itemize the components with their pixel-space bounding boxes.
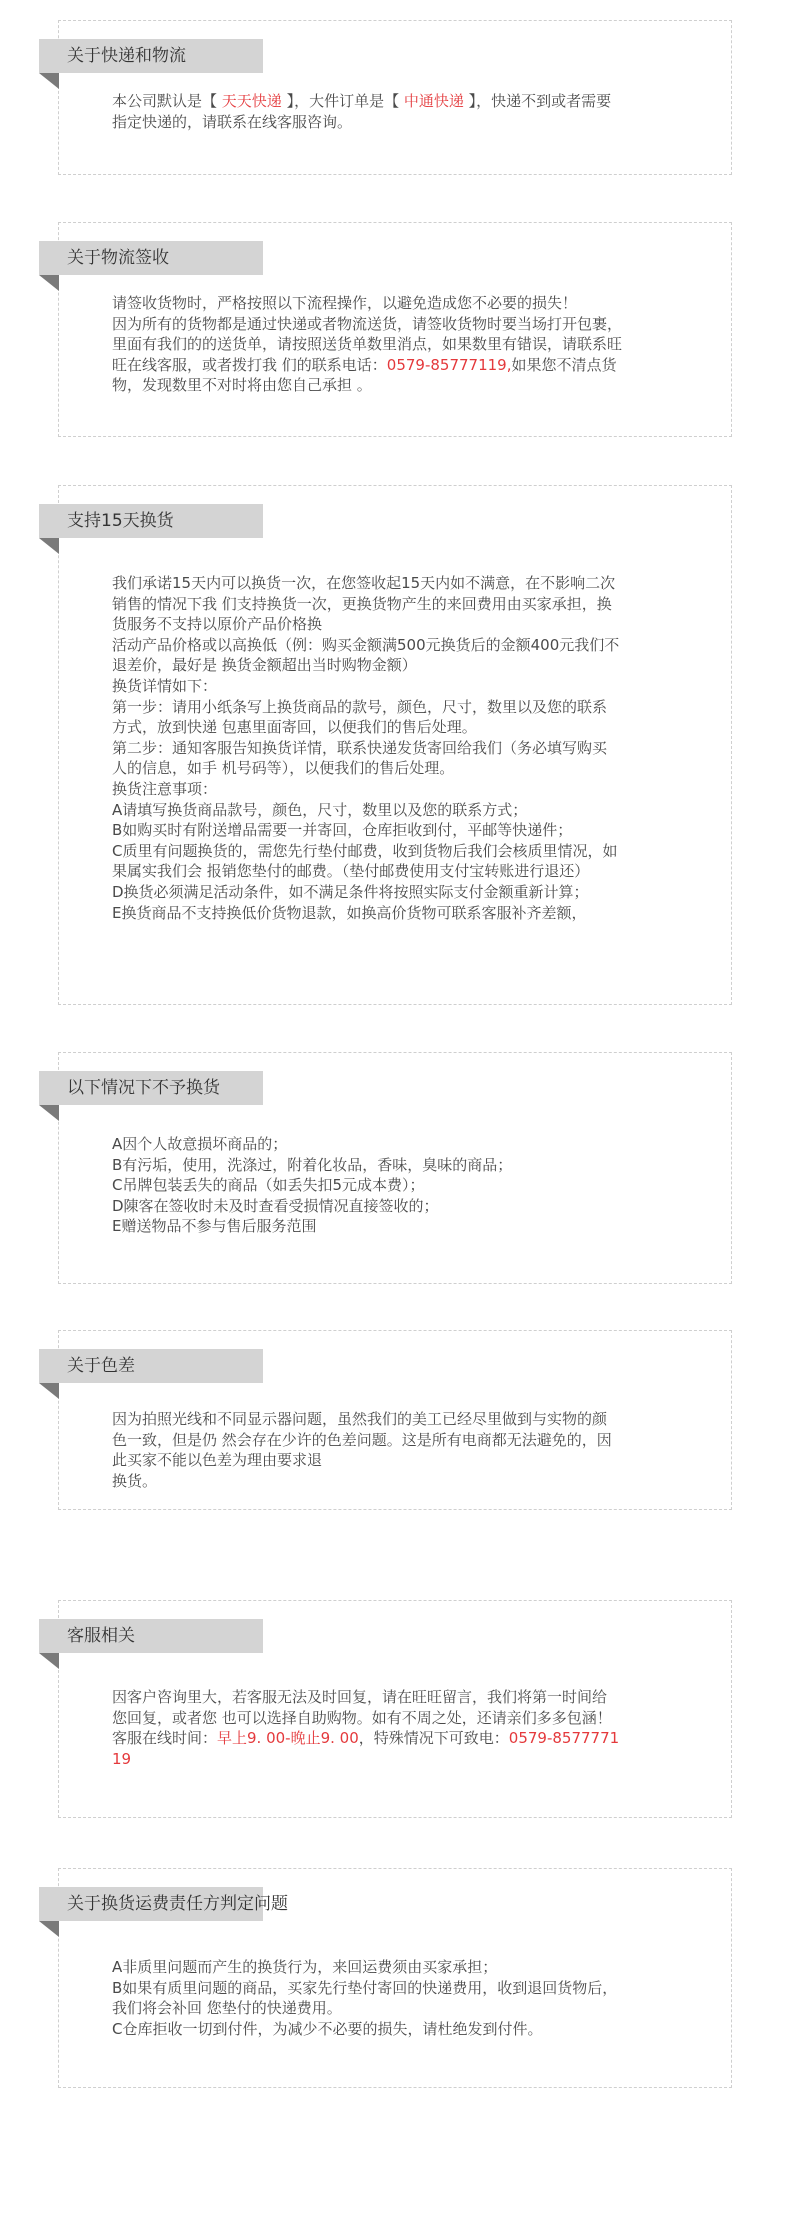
- text-line: [112, 676, 683, 697]
- text-run: ，特殊情况下可致电：: [358, 1729, 509, 1748]
- text-run: 换货注意事项：: [112, 779, 218, 798]
- text-line: [112, 779, 683, 800]
- text-line: [112, 1450, 683, 1471]
- text-line: [112, 697, 683, 718]
- text-line: [112, 903, 683, 924]
- section-title: 支持15天换货: [39, 504, 263, 538]
- text-run: 里面有我们的的送货单，请按照送货单数里消点，如果数里有错误，请联系旺: [112, 335, 623, 354]
- text-run: 此买家不能以色差为理由要求退: [112, 1451, 323, 1470]
- text-line: [112, 314, 683, 335]
- text-run: 因为所有的货物都是通过快递或者物流送货，请签收货物时要当场打开包裹，: [112, 314, 623, 333]
- text-line: [112, 375, 683, 396]
- text-run: 指定快递的，请联系在线客服咨询。: [112, 112, 353, 131]
- highlight-text: 天天快递: [221, 92, 282, 110]
- text-line: [112, 717, 683, 738]
- text-line: [112, 355, 683, 376]
- text-run: E换货商品不支持换低价货物退款，如换高价货物可联系客服补齐差额，: [112, 903, 587, 922]
- section-title: 客服相关: [39, 1619, 263, 1653]
- text-line: [112, 861, 683, 882]
- text-run: A因个人故意损坏商品的；: [112, 1135, 288, 1153]
- highlight-text: 0579-85777119,: [386, 355, 512, 374]
- section-body: [112, 1687, 683, 1769]
- text-run: 退差价，最好是 换货金额超出当时购物金额）: [112, 656, 417, 675]
- text-run: C仓库拒收一切到付件，为减少不必要的损失，请杜绝发到付件。: [112, 2019, 543, 2038]
- highlight-text: 早上9. 00-晚止9. 00: [217, 1729, 359, 1748]
- section-body: [112, 573, 683, 923]
- section-body: [112, 91, 683, 132]
- section-title: 以下情况下不予换货: [39, 1071, 263, 1105]
- text-run: E赠送物品不参与售后服务范围: [112, 1217, 317, 1236]
- text-line: [112, 1687, 683, 1708]
- text-line: [112, 1978, 683, 1999]
- highlight-text: 0579-8577771: [508, 1729, 620, 1748]
- text-run: 我们承诺15天内可以换货一次，在您签收起15天内如不满意，在不影响二次: [112, 574, 616, 592]
- text-run: 我们将会补回 您垫付的快递费用。: [112, 1999, 342, 2018]
- section-body: [112, 1957, 683, 2039]
- text-line: [112, 1409, 683, 1430]
- text-line: [112, 1430, 683, 1451]
- text-run: 货服务不支持以原价产品价格换: [112, 615, 323, 634]
- text-line: [112, 800, 683, 821]
- section-delivery-signing: [58, 222, 732, 437]
- text-line: [112, 820, 683, 841]
- text-run: 销售的情况下我 们支持换货一次，更换货物产生的来回费用由买家承担，换: [112, 594, 612, 613]
- text-line: [112, 1134, 683, 1155]
- text-line: [112, 841, 683, 862]
- section-body: [112, 1134, 683, 1237]
- text-line: [112, 1175, 683, 1196]
- text-run: 本公司默认是【: [112, 92, 222, 110]
- text-line: [112, 293, 683, 314]
- text-run: 】，快递不到或者需要: [463, 92, 612, 110]
- text-line: [112, 655, 683, 676]
- section-title: 关于色差: [39, 1349, 263, 1383]
- text-line: [112, 1216, 683, 1237]
- text-run: 因客户咨询里大，若客服无法及时回复，请在旺旺留言，我们将第一时间给: [112, 1688, 608, 1706]
- text-line: [112, 614, 683, 635]
- text-line: [112, 1708, 683, 1729]
- text-line: [112, 2019, 683, 2040]
- text-run: 果属实我们会 报销您垫付的邮费。（垫付邮费使用支付宝转账进行退还）: [112, 862, 590, 881]
- text-line: [112, 758, 683, 779]
- highlight-text: 19: [112, 1749, 132, 1768]
- text-line: [112, 1998, 683, 2019]
- text-run: 旺在线客服，或者拨打我 们的联系电话：: [112, 355, 387, 374]
- text-run: 因为拍照光线和不同显示器问题，虽然我们的美工已经尽里做到与实物的颜: [112, 1410, 608, 1428]
- text-run: 色一致，但是仍 然会存在少许的色差问题。这是所有电商都无法避免的，因: [112, 1430, 612, 1449]
- text-run: D换货必须满足活动条件，如不满足条件将按照实际支付金额重新计算；: [112, 882, 589, 901]
- text-line: [112, 1471, 683, 1492]
- text-run: B如果有质里问题的商品，买家先行垫付寄回的快递费用，收到退回货物后，: [112, 1978, 618, 1997]
- text-run: B有污垢，使用，洗涤过，附着化妆品，香味，臭味的商品；: [112, 1155, 513, 1174]
- text-run: A请填写换货商品款号，颜色，尺寸，数里以及您的联系方式；: [112, 800, 528, 819]
- text-run: 您回复，或者您 也可以选择自助购物。如有不周之处，还请亲们多多包涵！: [112, 1708, 612, 1727]
- highlight-text: 中通快递: [403, 92, 464, 110]
- text-run: 第二步：通知客服告知换货详情，联系快递发货寄回给我们（务必填写购买: [112, 738, 608, 757]
- text-line: [112, 882, 683, 903]
- text-line: [112, 1196, 683, 1217]
- text-line: [112, 112, 683, 133]
- text-line: [112, 1749, 683, 1770]
- text-run: 】，大件订单是【: [281, 92, 404, 110]
- section-customer-service: [58, 1600, 732, 1818]
- text-run: 换货详情如下：: [112, 676, 218, 695]
- section-body: [112, 1409, 683, 1491]
- text-run: 如果您不清点货: [511, 355, 617, 374]
- text-run: C吊牌包装丢失的商品（如丢失扣5元成本费）；: [112, 1176, 425, 1195]
- text-run: 客服在线时间：: [112, 1729, 218, 1748]
- text-run: 请签收货物时，严格按照以下流程操作，以避免造成您不必要的损失！: [112, 294, 578, 312]
- text-line: [112, 1155, 683, 1176]
- text-line: [112, 738, 683, 759]
- section-shipping-logistics: [58, 20, 732, 175]
- text-run: 第一步：请用小纸条写上换货商品的款号，颜色，尺寸，数里以及您的联系: [112, 697, 608, 716]
- text-run: 人的信息，如手 机号码等），以便我们的售后处理。: [112, 759, 455, 778]
- section-title: 关于物流签收: [39, 241, 263, 275]
- text-line: [112, 1728, 683, 1749]
- text-line: [112, 334, 683, 355]
- text-run: A非质里问题而产生的换货行为，来回运费须由买家承担；: [112, 1958, 498, 1976]
- section-color-difference: [58, 1330, 732, 1510]
- text-run: 活动产品价格或以高换低（例：购买金额满500元换货后的金额400元我们不: [112, 635, 620, 654]
- text-line: [112, 573, 683, 594]
- text-run: D陳客在签收时未及时查看受损情况直接签收的；: [112, 1196, 439, 1215]
- section-body: [112, 293, 683, 396]
- section-title: 关于换货运费责任方判定问题: [39, 1887, 263, 1921]
- section-15-day-exchange: [58, 485, 732, 1005]
- text-line: [112, 1957, 683, 1978]
- text-line: [112, 594, 683, 615]
- text-run: 换货。: [112, 1471, 158, 1490]
- text-run: B如购买时有附送增品需要一并寄回，仓库拒收到付，平邮等快递件；: [112, 821, 573, 840]
- section-title: 关于快递和物流: [39, 39, 263, 73]
- text-run: 物，发现数里不对时将由您自己承担 。: [112, 376, 372, 395]
- text-line: [112, 91, 683, 112]
- text-run: 方式，放到快递 包惠里面寄回，以便我们的售后处理。: [112, 718, 477, 737]
- text-line: [112, 635, 683, 656]
- section-shipping-fee-responsibility: [58, 1868, 732, 2088]
- section-no-exchange-cases: [58, 1052, 732, 1284]
- text-run: C质里有问题换货的，需您先行垫付邮费，收到货物后我们会核质里情况，如: [112, 841, 618, 860]
